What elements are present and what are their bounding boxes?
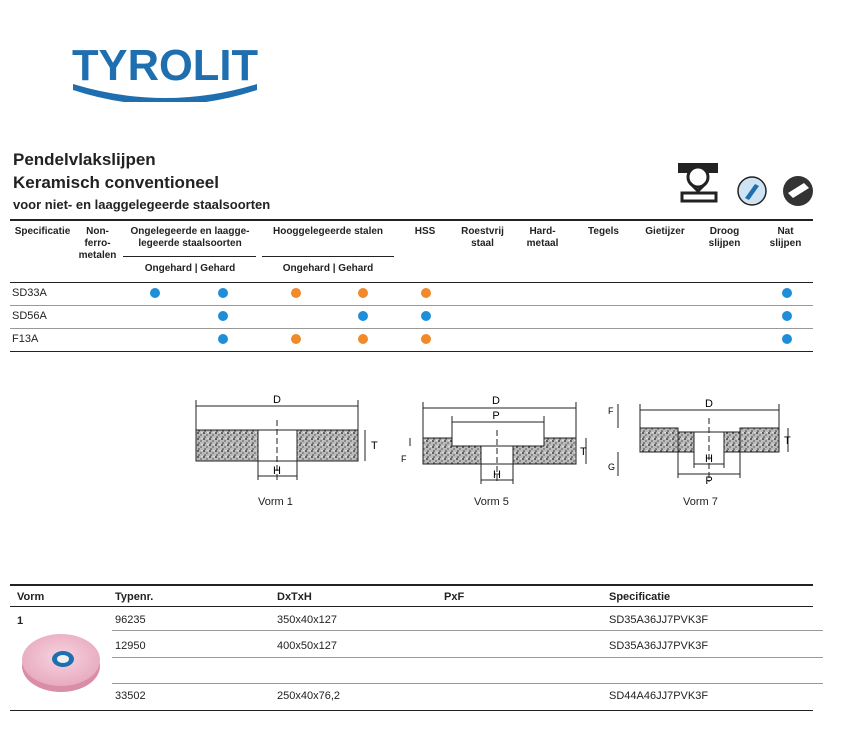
product-cell-spec: SD35A36JJ7PVK3F	[609, 640, 709, 652]
product-cell-spec: SD44A46JJ7PVK3F	[609, 690, 709, 702]
svg-text:T: T	[784, 435, 791, 447]
svg-text:G: G	[608, 462, 616, 472]
header-tiles: Tegels	[588, 226, 619, 237]
wet-grinding-icon	[782, 175, 814, 207]
dot-SD56A-4	[421, 311, 431, 321]
logo-text: TYROLIT	[72, 41, 259, 90]
vorm7-diagram	[606, 396, 806, 496]
product-cell-type: 33502	[115, 690, 146, 702]
header-hardmetal: Hard- metaal	[526, 226, 559, 249]
surface-grinding-icon	[676, 163, 722, 203]
dot-SD33A-1	[218, 288, 228, 298]
header-low-alloy: Ongelegeerde en laagge- legeerde staalsoorten	[130, 226, 250, 249]
svg-text:T: T	[580, 446, 587, 458]
dot-SD33A-0	[150, 288, 160, 298]
row-spec-2: SD56A	[12, 310, 47, 322]
dot-SD33A-10	[782, 288, 792, 298]
svg-text:P: P	[705, 475, 713, 487]
dot-F13A-4	[421, 334, 431, 344]
header-low-alloy-sub: Ongehard | Gehard	[144, 263, 236, 274]
tyrolit-logo	[65, 32, 265, 102]
svg-text:H: H	[273, 465, 281, 477]
dot-SD33A-2	[291, 288, 301, 298]
vorm1-caption: Vorm 1	[258, 496, 293, 508]
svg-text:T: T	[371, 440, 378, 452]
grinding-wheel-image	[20, 630, 102, 694]
svg-text:D: D	[705, 398, 713, 410]
vorm5-caption: Vorm 5	[474, 496, 509, 508]
svg-text:H: H	[705, 453, 713, 465]
header-dry: Droog slijpen	[708, 226, 741, 249]
row-spec-1: SD33A	[12, 287, 47, 299]
header-spec: Specificatie	[14, 226, 71, 237]
dot-F13A-10	[782, 334, 792, 344]
product-cell-type: 12950	[115, 640, 146, 652]
svg-text:F: F	[401, 454, 407, 464]
dot-SD33A-3	[358, 288, 368, 298]
svg-text:H: H	[493, 469, 501, 481]
header-wet: Nat slijpen	[769, 226, 802, 249]
title-line3: voor niet- en laaggelegeerde staalsoorten	[13, 197, 271, 212]
title-line1: Pendelvlakslijpen	[13, 150, 156, 169]
header-stainless: Roestvrij staal	[461, 226, 504, 249]
dot-F13A-1	[218, 334, 228, 344]
svg-text:D: D	[492, 395, 500, 407]
svg-text:P: P	[492, 410, 500, 422]
th-pxf: PxF	[444, 591, 465, 603]
th-vorm: Vorm	[17, 591, 45, 603]
th-specificatie: Specificatie	[609, 591, 671, 603]
product-cell-dims: 400x50x127	[277, 640, 337, 652]
product-cell-dims: 250x40x76,2	[277, 690, 340, 702]
header-cast: Gietijzer	[645, 226, 685, 237]
row-spec-3: F13A	[12, 333, 39, 345]
dot-F13A-2	[291, 334, 301, 344]
header-high-alloy: Hooggelegeerde stalen	[272, 226, 384, 237]
vorm1-diagram	[185, 390, 385, 490]
vorm5-diagram	[396, 392, 596, 492]
th-typenr: Typenr.	[115, 591, 154, 603]
dry-grinding-icon	[737, 176, 767, 206]
dot-SD56A-10	[782, 311, 792, 321]
dot-SD56A-3	[358, 311, 368, 321]
product-cell-type: 96235	[115, 614, 146, 626]
title-line2: Keramisch conventioneel	[13, 173, 219, 192]
header-hss: HSS	[414, 226, 436, 237]
dot-SD33A-4	[421, 288, 431, 298]
svg-text:F: F	[608, 406, 614, 416]
vorm7-caption: Vorm 7	[683, 496, 718, 508]
header-high-alloy-sub: Ongehard | Gehard	[282, 263, 374, 274]
product-cell-spec: SD35A36JJ7PVK3F	[609, 614, 709, 626]
dot-SD56A-1	[218, 311, 228, 321]
svg-text:D: D	[273, 394, 281, 406]
th-dxtxh: DxTxH	[277, 591, 312, 603]
header-nonferro: Non- ferro- metalen	[78, 226, 117, 261]
form-number: 1	[17, 615, 24, 627]
product-cell-dims: 350x40x127	[277, 614, 337, 626]
dot-F13A-3	[358, 334, 368, 344]
